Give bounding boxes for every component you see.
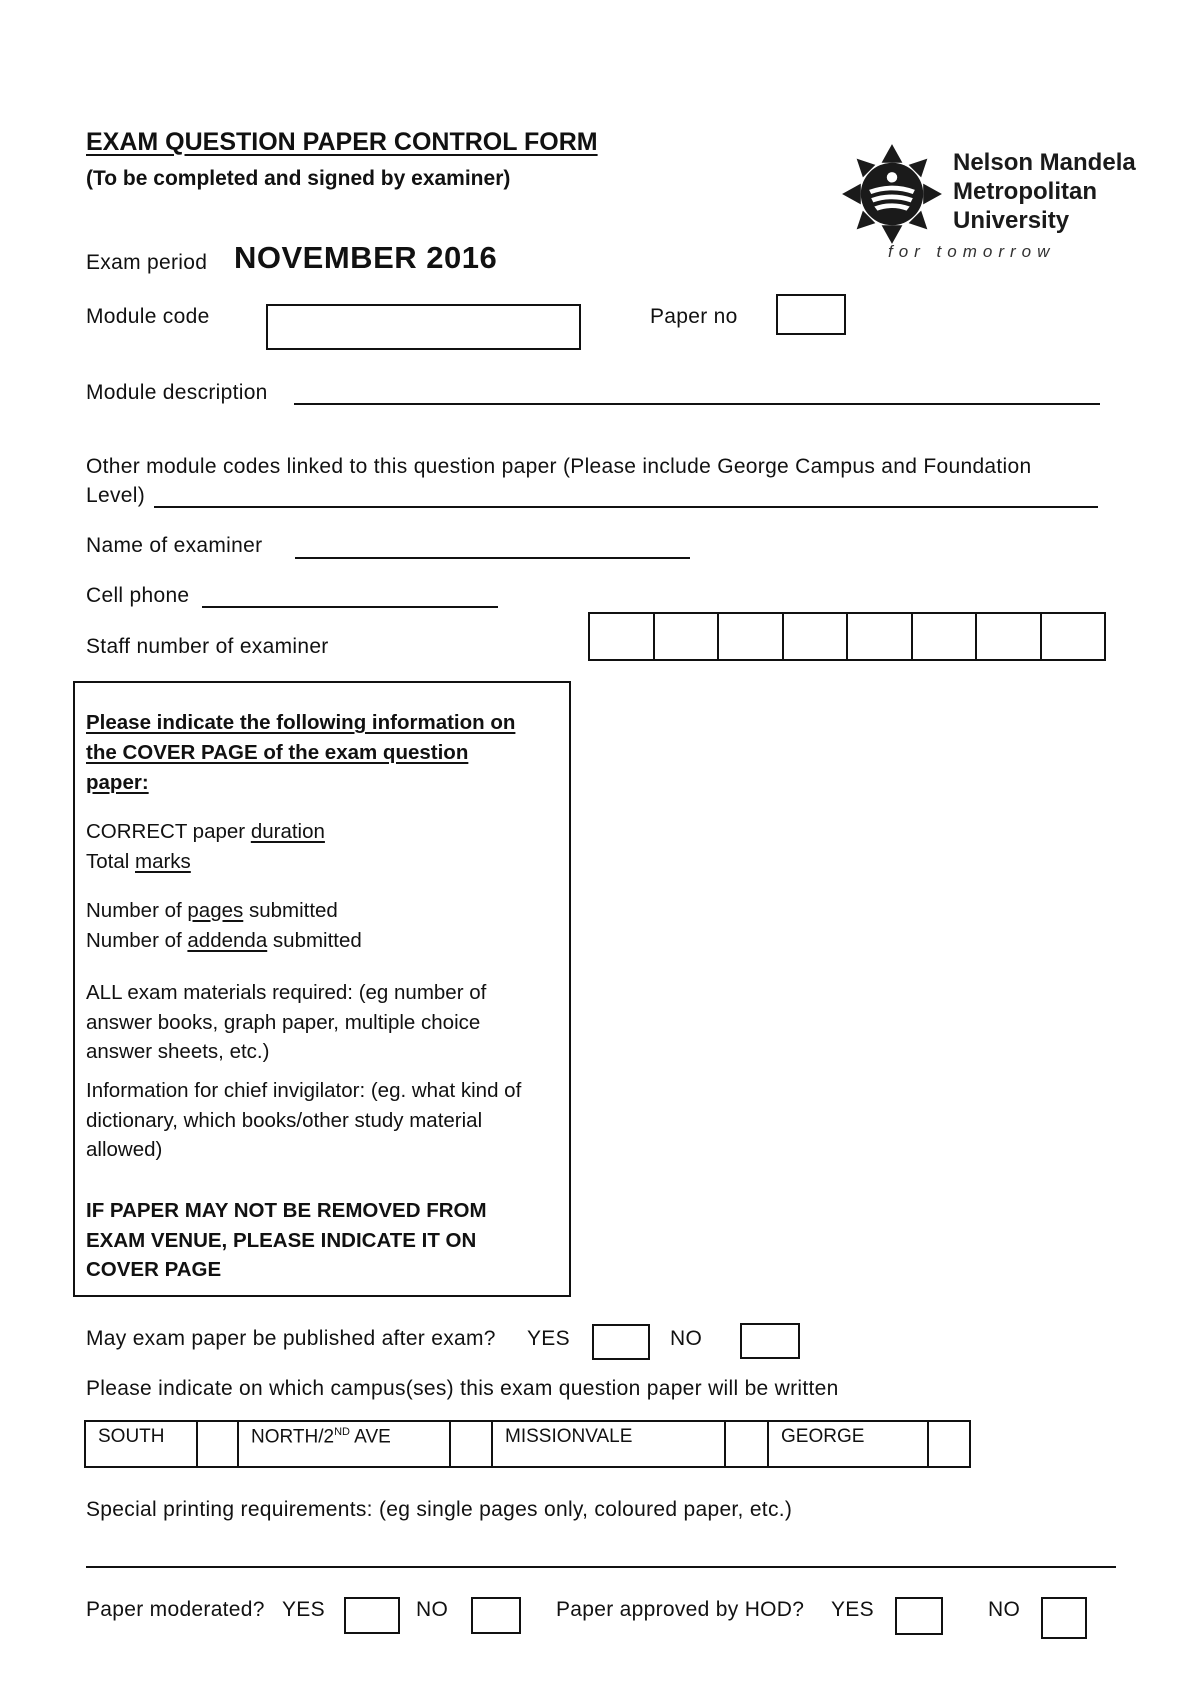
moderated-label: Paper moderated? — [86, 1598, 265, 1621]
staff-number-digit-6[interactable] — [913, 614, 978, 659]
panel-addenda-suffix: submitted — [267, 929, 362, 952]
panel-materials-text: ALL exam materials required: (eg number of answer books, graph paper, multiple choice answer sheets, etc.) — [86, 981, 487, 1063]
moderated-yes-checkbox[interactable] — [344, 1597, 400, 1634]
panel-invigilator-text: Information for chief invigilator: (eg. what kind of dictionary, which books/other study material allowed) — [86, 1079, 522, 1161]
form-subtitle: (To be completed and signed by examiner) — [86, 167, 511, 190]
examiner-name-line[interactable] — [295, 557, 690, 559]
campus-george-checkbox[interactable] — [929, 1422, 969, 1466]
other-codes-line[interactable] — [154, 506, 1098, 508]
staff-number-digit-2[interactable] — [655, 614, 720, 659]
staff-number-digit-7[interactable] — [977, 614, 1042, 659]
exam-period-value: NOVEMBER 2016 — [234, 240, 498, 275]
panel-heading-line3: paper: — [86, 771, 149, 794]
cell-phone-label: Cell phone — [86, 584, 190, 607]
publish-no-label: NO — [670, 1327, 703, 1350]
campus-north-checkbox[interactable] — [451, 1422, 493, 1466]
panel-pages-suffix: submitted — [243, 899, 338, 922]
hod-yes-label: YES — [831, 1598, 874, 1621]
moderated-no-checkbox[interactable] — [471, 1597, 521, 1634]
examiner-name-label: Name of examiner — [86, 534, 263, 557]
nmmu-sun-logo-icon — [840, 142, 944, 246]
panel-heading-line1: Please indicate the following information on — [86, 711, 516, 734]
hod-no-checkbox[interactable] — [1041, 1597, 1087, 1639]
publish-no-checkbox[interactable] — [740, 1323, 800, 1359]
form-title: EXAM QUESTION PAPER CONTROL FORM — [86, 128, 598, 156]
staff-number-digit-5[interactable] — [848, 614, 913, 659]
staff-number-digit-1[interactable] — [590, 614, 655, 659]
campus-north-suffix: AVE — [349, 1426, 391, 1448]
panel-duration-prefix: CORRECT paper — [86, 820, 251, 843]
panel-heading-line2: the COVER PAGE of the exam question — [86, 741, 469, 764]
panel-marks-word: marks — [135, 850, 191, 873]
module-description-line[interactable] — [294, 403, 1100, 405]
module-description-label: Module description — [86, 381, 268, 404]
printing-requirements-line[interactable] — [86, 1566, 1116, 1568]
logo-name-line2: Metropolitan — [953, 178, 1097, 205]
panel-warning-text: IF PAPER MAY NOT BE REMOVED FROM EXAM VENUE, PLEASE INDICATE IT ON COVER PAGE — [86, 1199, 487, 1281]
campus-north-label — [239, 1422, 451, 1466]
staff-number-label: Staff number of examiner — [86, 635, 329, 658]
campus-george-label: GEORGE — [769, 1422, 929, 1466]
publish-question-label: May exam paper be published after exam? — [86, 1327, 496, 1350]
moderated-no-label: NO — [416, 1598, 449, 1621]
panel-pages-prefix: Number of — [86, 899, 188, 922]
campus-prompt: Please indicate on which campus(ses) this exam question paper will be written — [86, 1377, 839, 1400]
panel-addenda-item — [86, 929, 362, 953]
campus-south-checkbox[interactable] — [198, 1422, 239, 1466]
panel-pages-item — [86, 899, 338, 923]
module-code-field[interactable] — [266, 304, 581, 350]
panel-duration-word: duration — [250, 820, 325, 843]
paper-no-label: Paper no — [650, 305, 738, 328]
university-logo — [840, 142, 1170, 267]
campus-missionvale-checkbox[interactable] — [726, 1422, 769, 1466]
panel-addenda-word: addenda — [187, 929, 268, 952]
other-codes-label-line1: Other module codes linked to this question paper (Please include George Campus and Foundation — [86, 455, 1032, 478]
hod-approved-label: Paper approved by HOD? — [556, 1598, 805, 1621]
cell-phone-line[interactable] — [202, 606, 498, 608]
panel-marks-item — [86, 850, 191, 874]
staff-number-digit-8[interactable] — [1042, 614, 1105, 659]
exam-period-label: Exam period — [86, 251, 208, 274]
logo-tagline: for tomorrow — [888, 242, 1056, 261]
hod-yes-checkbox[interactable] — [895, 1597, 943, 1635]
printing-requirements-label: Special printing requirements: (eg single pages only, coloured paper, etc.) — [86, 1498, 793, 1521]
staff-number-digit-3[interactable] — [719, 614, 784, 659]
module-code-label: Module code — [86, 305, 210, 328]
moderated-yes-label: YES — [282, 1598, 325, 1621]
publish-yes-checkbox[interactable] — [592, 1324, 650, 1360]
staff-number-boxes — [588, 612, 1106, 661]
logo-name-line3: University — [953, 207, 1070, 234]
panel-marks-prefix: Total — [86, 850, 135, 873]
campus-missionvale-label: MISSIONVALE — [493, 1422, 726, 1466]
logo-name-line1: Nelson Mandela — [953, 149, 1136, 176]
panel-pages-word: pages — [187, 899, 244, 922]
hod-no-label: NO — [988, 1598, 1021, 1621]
staff-number-digit-4[interactable] — [784, 614, 849, 659]
publish-yes-label: YES — [527, 1327, 570, 1350]
panel-addenda-prefix: Number of — [86, 929, 188, 952]
other-codes-label-line2: Level) — [86, 484, 145, 507]
campus-table — [84, 1420, 971, 1468]
campus-north-prefix: NORTH/2 — [251, 1426, 335, 1448]
panel-duration-item — [86, 820, 325, 844]
paper-no-field[interactable] — [776, 294, 846, 335]
campus-south-label: SOUTH — [86, 1422, 198, 1466]
campus-north-sup: ND — [334, 1426, 350, 1438]
